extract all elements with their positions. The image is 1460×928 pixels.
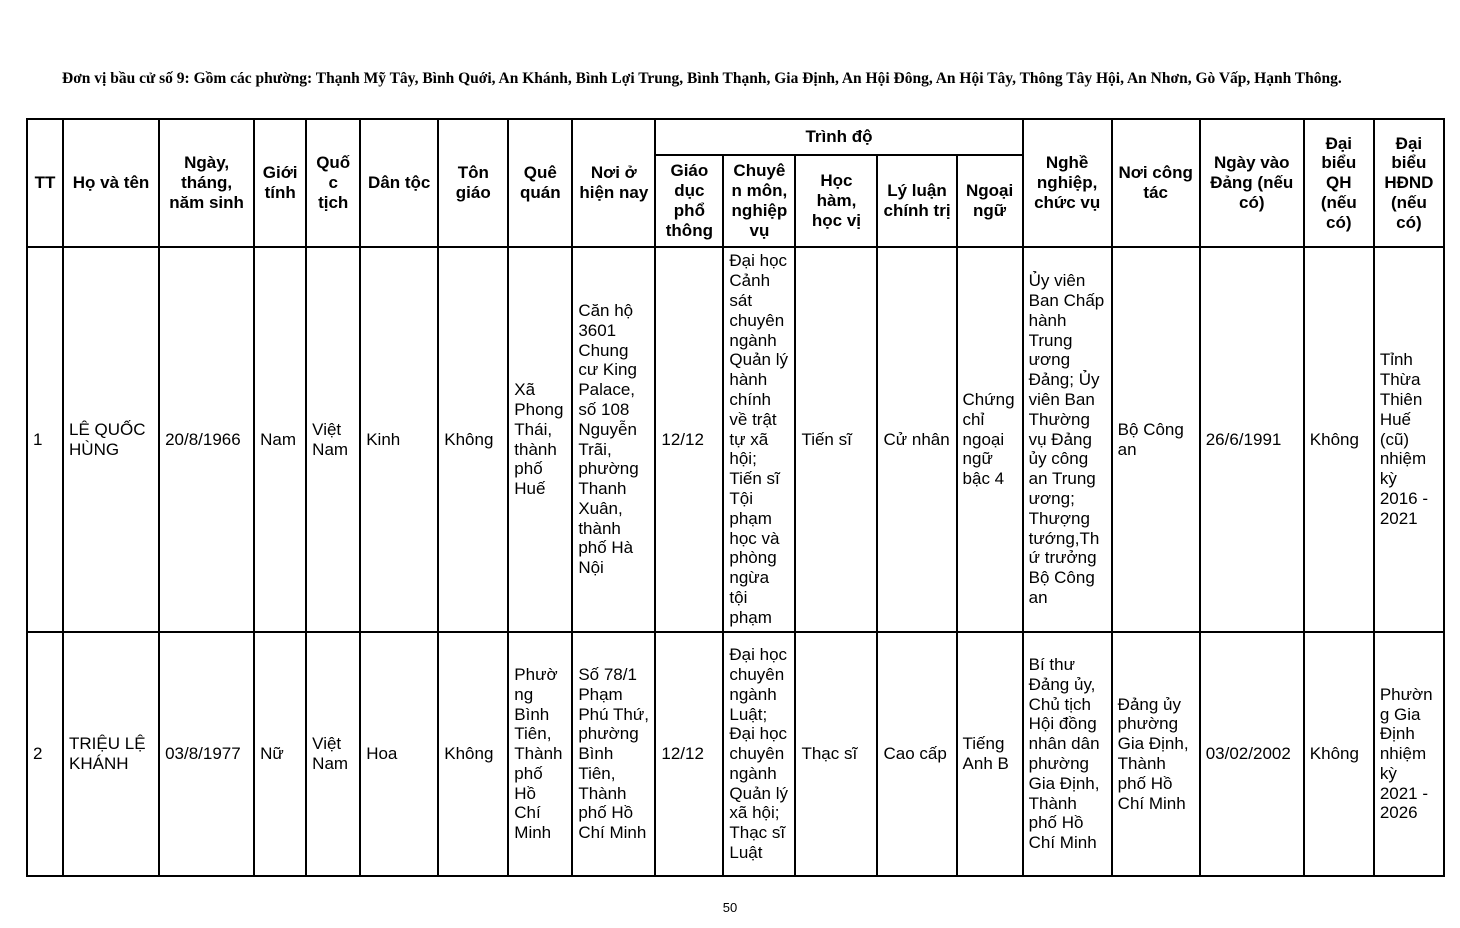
cell-dob: 03/8/1977 [159, 632, 254, 876]
cell-dob: 20/8/1966 [159, 247, 254, 632]
cell-ethnicity: Hoa [360, 632, 438, 876]
cell-political: Cao cấp [877, 632, 956, 876]
table-row [27, 247, 1444, 632]
col-header-general-edu: Giáo dục phổ thông [655, 155, 723, 247]
col-header-degree: Học hàm, học vị [795, 155, 877, 247]
candidate-table [26, 118, 1445, 877]
col-header-residence: Nơi ở hiện nay [572, 119, 655, 247]
col-header-occupation: Nghề nghiệp, chức vụ [1023, 119, 1112, 247]
cell-general-edu: 12/12 [655, 247, 723, 632]
col-header-na-delegate: Đại biểu QH (nếu có) [1304, 119, 1374, 247]
cell-party-date: 03/02/2002 [1200, 632, 1304, 876]
col-header-religion: Tôn giáo [438, 119, 508, 247]
cell-language: Tiếng Anh B [957, 632, 1023, 876]
col-header-council-delegate: Đại biểu HĐND (nếu có) [1374, 119, 1444, 247]
col-header-tt: TT [27, 119, 63, 247]
cell-council-delegate: Tỉnh Thừa Thiên Huế (cũ) nhiệm kỳ 2016 - 2021 [1374, 247, 1444, 632]
section-heading: Đơn vị bầu cử số 9: Gồm các phường: Thạnh Mỹ Tây, Bình Quới, An Khánh, Bình Lợi Trung, Bình Thạnh, Gia Định, An Hội Đông, An Hội Tây, Thông Tây Hội, An Nhơn, Gò Vấp, Hạnh Thông. [62, 70, 1342, 87]
col-header-party-date: Ngày vào Đảng (nếu có) [1200, 119, 1304, 247]
col-header-name: Họ và tên [63, 119, 159, 247]
cell-tt: 1 [27, 247, 63, 632]
col-header-gender: Giới tính [254, 119, 306, 247]
cell-residence: Số 78/1 Phạm Phú Thứ, phường Bình Tiên, Thành phố Hồ Chí Minh [572, 632, 655, 876]
cell-nationality: Việt Nam [306, 632, 360, 876]
cell-tt: 2 [27, 632, 63, 876]
col-header-education-group: Trình độ [655, 119, 1022, 155]
cell-religion: Không [438, 632, 508, 876]
table-row [27, 632, 1444, 876]
page-number: 50 [722, 900, 738, 915]
cell-residence: Căn hộ 3601 Chung cư King Palace, số 108 Nguyễn Trãi, phường Thanh Xuân, thành phố Hà Nội [572, 247, 655, 632]
cell-specialty: Đại học chuyên ngành Luật; Đại học chuyên ngành Quản lý xã hội; Thạc sĩ Luật [723, 632, 795, 876]
col-header-specialty: Chuyên môn, nghiệp vụ [723, 155, 795, 247]
cell-hometown: Phường Bình Tiên, Thành phố Hồ Chí Minh [508, 632, 572, 876]
cell-council-delegate: Phường Gia Định nhiệm kỳ 2021 - 2026 [1374, 632, 1444, 876]
cell-gender: Nam [254, 247, 306, 632]
cell-na-delegate: Không [1304, 632, 1374, 876]
cell-hometown: Xã Phong Thái, thành phố Huế [508, 247, 572, 632]
cell-ethnicity: Kinh [360, 247, 438, 632]
col-header-hometown: Quê quán [508, 119, 572, 247]
cell-name: TRIỆU LỆ KHÁNH [63, 632, 159, 876]
cell-degree: Thạc sĩ [795, 632, 877, 876]
cell-specialty: Đại học Cảnh sát chuyên ngành Quản lý hành chính về trật tự xã hội; Tiến sĩ Tội phạm học và phòng ngừa tội phạm [723, 247, 795, 632]
cell-occupation: Bí thư Đảng ủy, Chủ tịch Hội đồng nhân dân phường Gia Định, Thành phố Hồ Chí Minh [1023, 632, 1112, 876]
col-header-dob: Ngày, tháng, năm sinh [159, 119, 254, 247]
cell-language: Chứng chỉ ngoại ngữ bậc 4 [957, 247, 1023, 632]
col-header-workplace: Nơi công tác [1112, 119, 1200, 247]
cell-na-delegate: Không [1304, 247, 1374, 632]
col-header-language: Ngoại ngữ [957, 155, 1023, 247]
cell-degree: Tiến sĩ [795, 247, 877, 632]
cell-religion: Không [438, 247, 508, 632]
cell-gender: Nữ [254, 632, 306, 876]
col-header-nationality: Quốc tịch [306, 119, 360, 247]
header-row [27, 119, 1444, 155]
cell-political: Cử nhân [877, 247, 956, 632]
cell-general-edu: 12/12 [655, 632, 723, 876]
cell-workplace: Bộ Công an [1112, 247, 1200, 632]
cell-occupation: Ủy viên Ban Chấp hành Trung ương Đảng; Ủy viên Ban Thường vụ Đảng ủy công an Trung ương; Thượng tướng,Thứ trưởng Bộ Công an [1023, 247, 1112, 632]
cell-party-date: 26/6/1991 [1200, 247, 1304, 632]
cell-name: LÊ QUỐC HÙNG [63, 247, 159, 632]
col-header-ethnicity: Dân tộc [360, 119, 438, 247]
col-header-political: Lý luận chính trị [877, 155, 956, 247]
cell-nationality: Việt Nam [306, 247, 360, 632]
cell-workplace: Đảng ủy phường Gia Định, Thành phố Hồ Chí Minh [1112, 632, 1200, 876]
